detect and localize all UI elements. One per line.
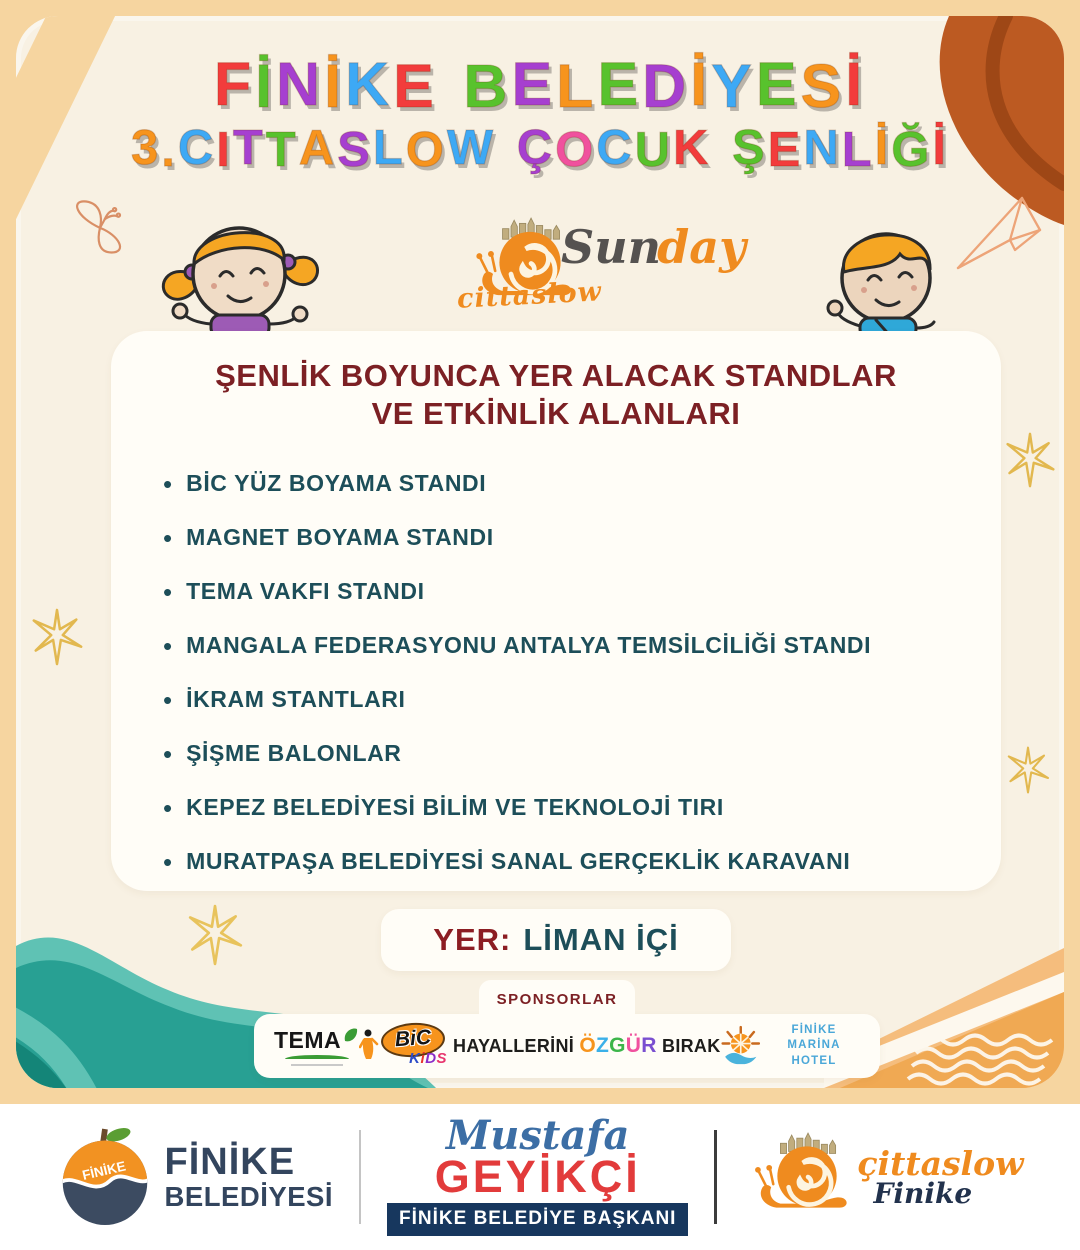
letter: E <box>597 50 643 118</box>
footer-divider <box>359 1130 361 1224</box>
cittaslow-sunday-logo <box>431 216 746 324</box>
paper-plane-doodle-icon <box>952 192 1048 278</box>
ozgur-birak-logo <box>453 1034 720 1058</box>
mayor-first-name: Mustafa <box>446 1112 630 1160</box>
list-item <box>163 835 961 889</box>
list-item <box>163 781 961 835</box>
letter: İ <box>874 120 892 175</box>
stand-item-label: MURATPAŞA BELEDİYESİ SANAL GERÇEKLİK KARAVANI <box>186 848 851 875</box>
location-label: YER: <box>433 922 512 957</box>
bullet-icon: • <box>163 630 173 661</box>
bullet-icon: • <box>163 684 173 715</box>
letter: L <box>841 122 875 177</box>
letter <box>496 124 517 177</box>
stand-list <box>163 457 961 889</box>
letter <box>711 124 732 177</box>
letter: İ <box>324 52 346 120</box>
sunday-sun-text: Sun <box>561 220 662 274</box>
stands-card <box>111 331 1001 891</box>
letter: O <box>555 122 597 177</box>
card-heading <box>151 357 961 433</box>
municipality-name <box>164 1140 334 1212</box>
title-block <box>16 52 1064 175</box>
letter: Y <box>711 52 756 120</box>
tema-swoosh <box>285 1055 349 1059</box>
letter: E <box>755 50 801 118</box>
letter: 3 <box>130 120 162 175</box>
poster-subtitle <box>16 122 1064 175</box>
letter: R <box>641 1034 657 1057</box>
bullet-icon: • <box>163 576 173 607</box>
stand-item-label: BİC YÜZ BOYAMA STANDI <box>186 470 487 497</box>
stand-item-label: MAGNET BOYAMA STANDI <box>186 524 494 551</box>
letter: i <box>420 1050 426 1067</box>
cittaslow-wordmark: cittaslow <box>456 276 603 315</box>
butterfly-doodle-icon <box>56 189 143 267</box>
marina-text <box>768 1023 860 1070</box>
letter: U <box>634 122 673 177</box>
poster-title <box>16 52 1064 118</box>
sunday-wordmark <box>561 220 746 274</box>
letter: C <box>177 120 217 175</box>
letter: Ö <box>579 1034 596 1057</box>
finike-belediyesi-logo <box>57 1125 153 1229</box>
letter: S <box>337 122 373 177</box>
card-heading-line1: ŞENLİK BOYUNCA YER ALACAK STANDLAR <box>215 358 897 393</box>
cittaslow-city: Finike <box>873 1176 973 1210</box>
stand-item-label: KEPEZ BELEDİYESİ BİLİM VE TEKNOLOJİ TIRI <box>186 794 724 821</box>
card-heading-line2: VE ETKİNLİK ALANLARI <box>371 395 741 431</box>
municipality-line1: FİNİKE <box>164 1140 296 1183</box>
list-item <box>163 727 961 781</box>
letter: D <box>642 52 691 120</box>
bic-wordmark: BiC <box>394 1025 432 1052</box>
marina-icon <box>721 1023 760 1069</box>
slogan-post: BIRAK <box>662 1036 721 1056</box>
finike-belediyesi-brand <box>57 1125 334 1229</box>
bic-kids-logo <box>359 1020 453 1072</box>
letter: K <box>409 1050 421 1067</box>
star-icon <box>184 904 246 966</box>
cittaslow-finike-text <box>857 1143 1024 1210</box>
mayor-title: FİNİKE BELEDİYE BAŞKANI <box>387 1203 688 1236</box>
letter: D <box>425 1050 437 1067</box>
stand-item-label: İKRAM STANTLARI <box>186 686 406 713</box>
star-icon <box>1002 432 1058 488</box>
list-item <box>163 565 961 619</box>
letter: E <box>767 122 804 177</box>
list-item <box>163 673 961 727</box>
municipality-line2: BELEDİYESİ <box>164 1180 334 1212</box>
letter: E <box>511 50 557 118</box>
bic-kids-wordmark <box>409 1050 447 1067</box>
letter: W <box>446 120 497 175</box>
boy-illustration <box>806 216 966 336</box>
bullet-icon: • <box>163 846 173 877</box>
cittaslow-wordmark: çittaslow <box>857 1143 1024 1183</box>
tema-subline <box>291 1064 343 1066</box>
letter: T <box>265 122 299 177</box>
finike-badge-text: FİNİKE <box>80 1158 127 1183</box>
star-icon <box>1004 746 1052 794</box>
stand-item-label: TEMA VAKFI STANDI <box>186 578 425 605</box>
letter: E <box>393 52 438 120</box>
letter: Ç <box>516 120 556 175</box>
sunday-day-text: day <box>657 220 746 274</box>
letter: F <box>213 50 256 118</box>
tema-logo <box>274 1027 359 1066</box>
letter: I <box>216 122 233 177</box>
stand-item-label: ŞİŞME BALONLAR <box>186 740 402 767</box>
letter: G <box>609 1034 626 1057</box>
letter: Z <box>596 1034 610 1057</box>
stand-item-label: MANGALA FEDERASYONU ANTALYA TEMSİLCİLİĞİ STANDI <box>186 632 872 659</box>
location-value: LİMAN İÇİ <box>523 922 679 957</box>
letter: K <box>673 120 712 175</box>
slogan-ozgur <box>579 1036 656 1056</box>
list-item <box>163 457 961 511</box>
bullet-icon: • <box>163 522 173 553</box>
list-item <box>163 511 961 565</box>
list-item <box>163 619 961 673</box>
location-bar <box>381 909 731 971</box>
letter: N <box>803 120 842 175</box>
cittaslow-finike-brand <box>743 1131 1023 1223</box>
marina-line2: HOTEL <box>791 1054 837 1067</box>
letter: S <box>800 52 846 120</box>
leaf-icon <box>343 1027 359 1045</box>
letter: T <box>232 120 266 175</box>
letter: K <box>345 50 394 118</box>
letter: İ <box>932 120 950 175</box>
snail-icon <box>743 1131 871 1223</box>
letter: L <box>372 120 406 175</box>
letter: N <box>276 50 325 118</box>
sponsors-bar <box>254 1014 880 1078</box>
letter: Ğ <box>891 122 933 177</box>
bullet-icon: • <box>163 792 173 823</box>
star-icon <box>28 608 86 666</box>
poster-surface <box>16 16 1064 1088</box>
letter: L <box>556 52 598 120</box>
bic-kid-figure-icon <box>359 1029 379 1063</box>
letter: . <box>161 122 178 177</box>
footer-divider <box>714 1130 717 1224</box>
letter: C <box>596 120 635 175</box>
letter: Ş <box>731 120 768 175</box>
letter: İ <box>845 50 867 118</box>
letter: O <box>405 122 447 177</box>
letter: İ <box>255 52 277 120</box>
mayor-block <box>387 1112 688 1236</box>
sponsors-heading: SPONSORLAR <box>479 980 635 1018</box>
letter <box>438 52 464 118</box>
letter: Ü <box>625 1034 642 1057</box>
finike-marina-logo <box>721 1023 860 1070</box>
tema-wordmark: TEMA <box>274 1026 342 1053</box>
girl-illustration <box>148 212 330 334</box>
letter: A <box>298 120 338 175</box>
letter: B <box>463 52 512 120</box>
bullet-icon: • <box>163 738 173 769</box>
marina-line1: FİNİKE MARİNA <box>787 1023 841 1052</box>
slogan-pre: HAYALLERİNİ <box>453 1036 575 1056</box>
letter: S <box>436 1050 448 1067</box>
mayor-last-name: GEYİKÇİ <box>434 1151 641 1203</box>
bullet-icon: • <box>163 468 173 499</box>
footer <box>0 1104 1080 1250</box>
letter: İ <box>690 50 712 118</box>
